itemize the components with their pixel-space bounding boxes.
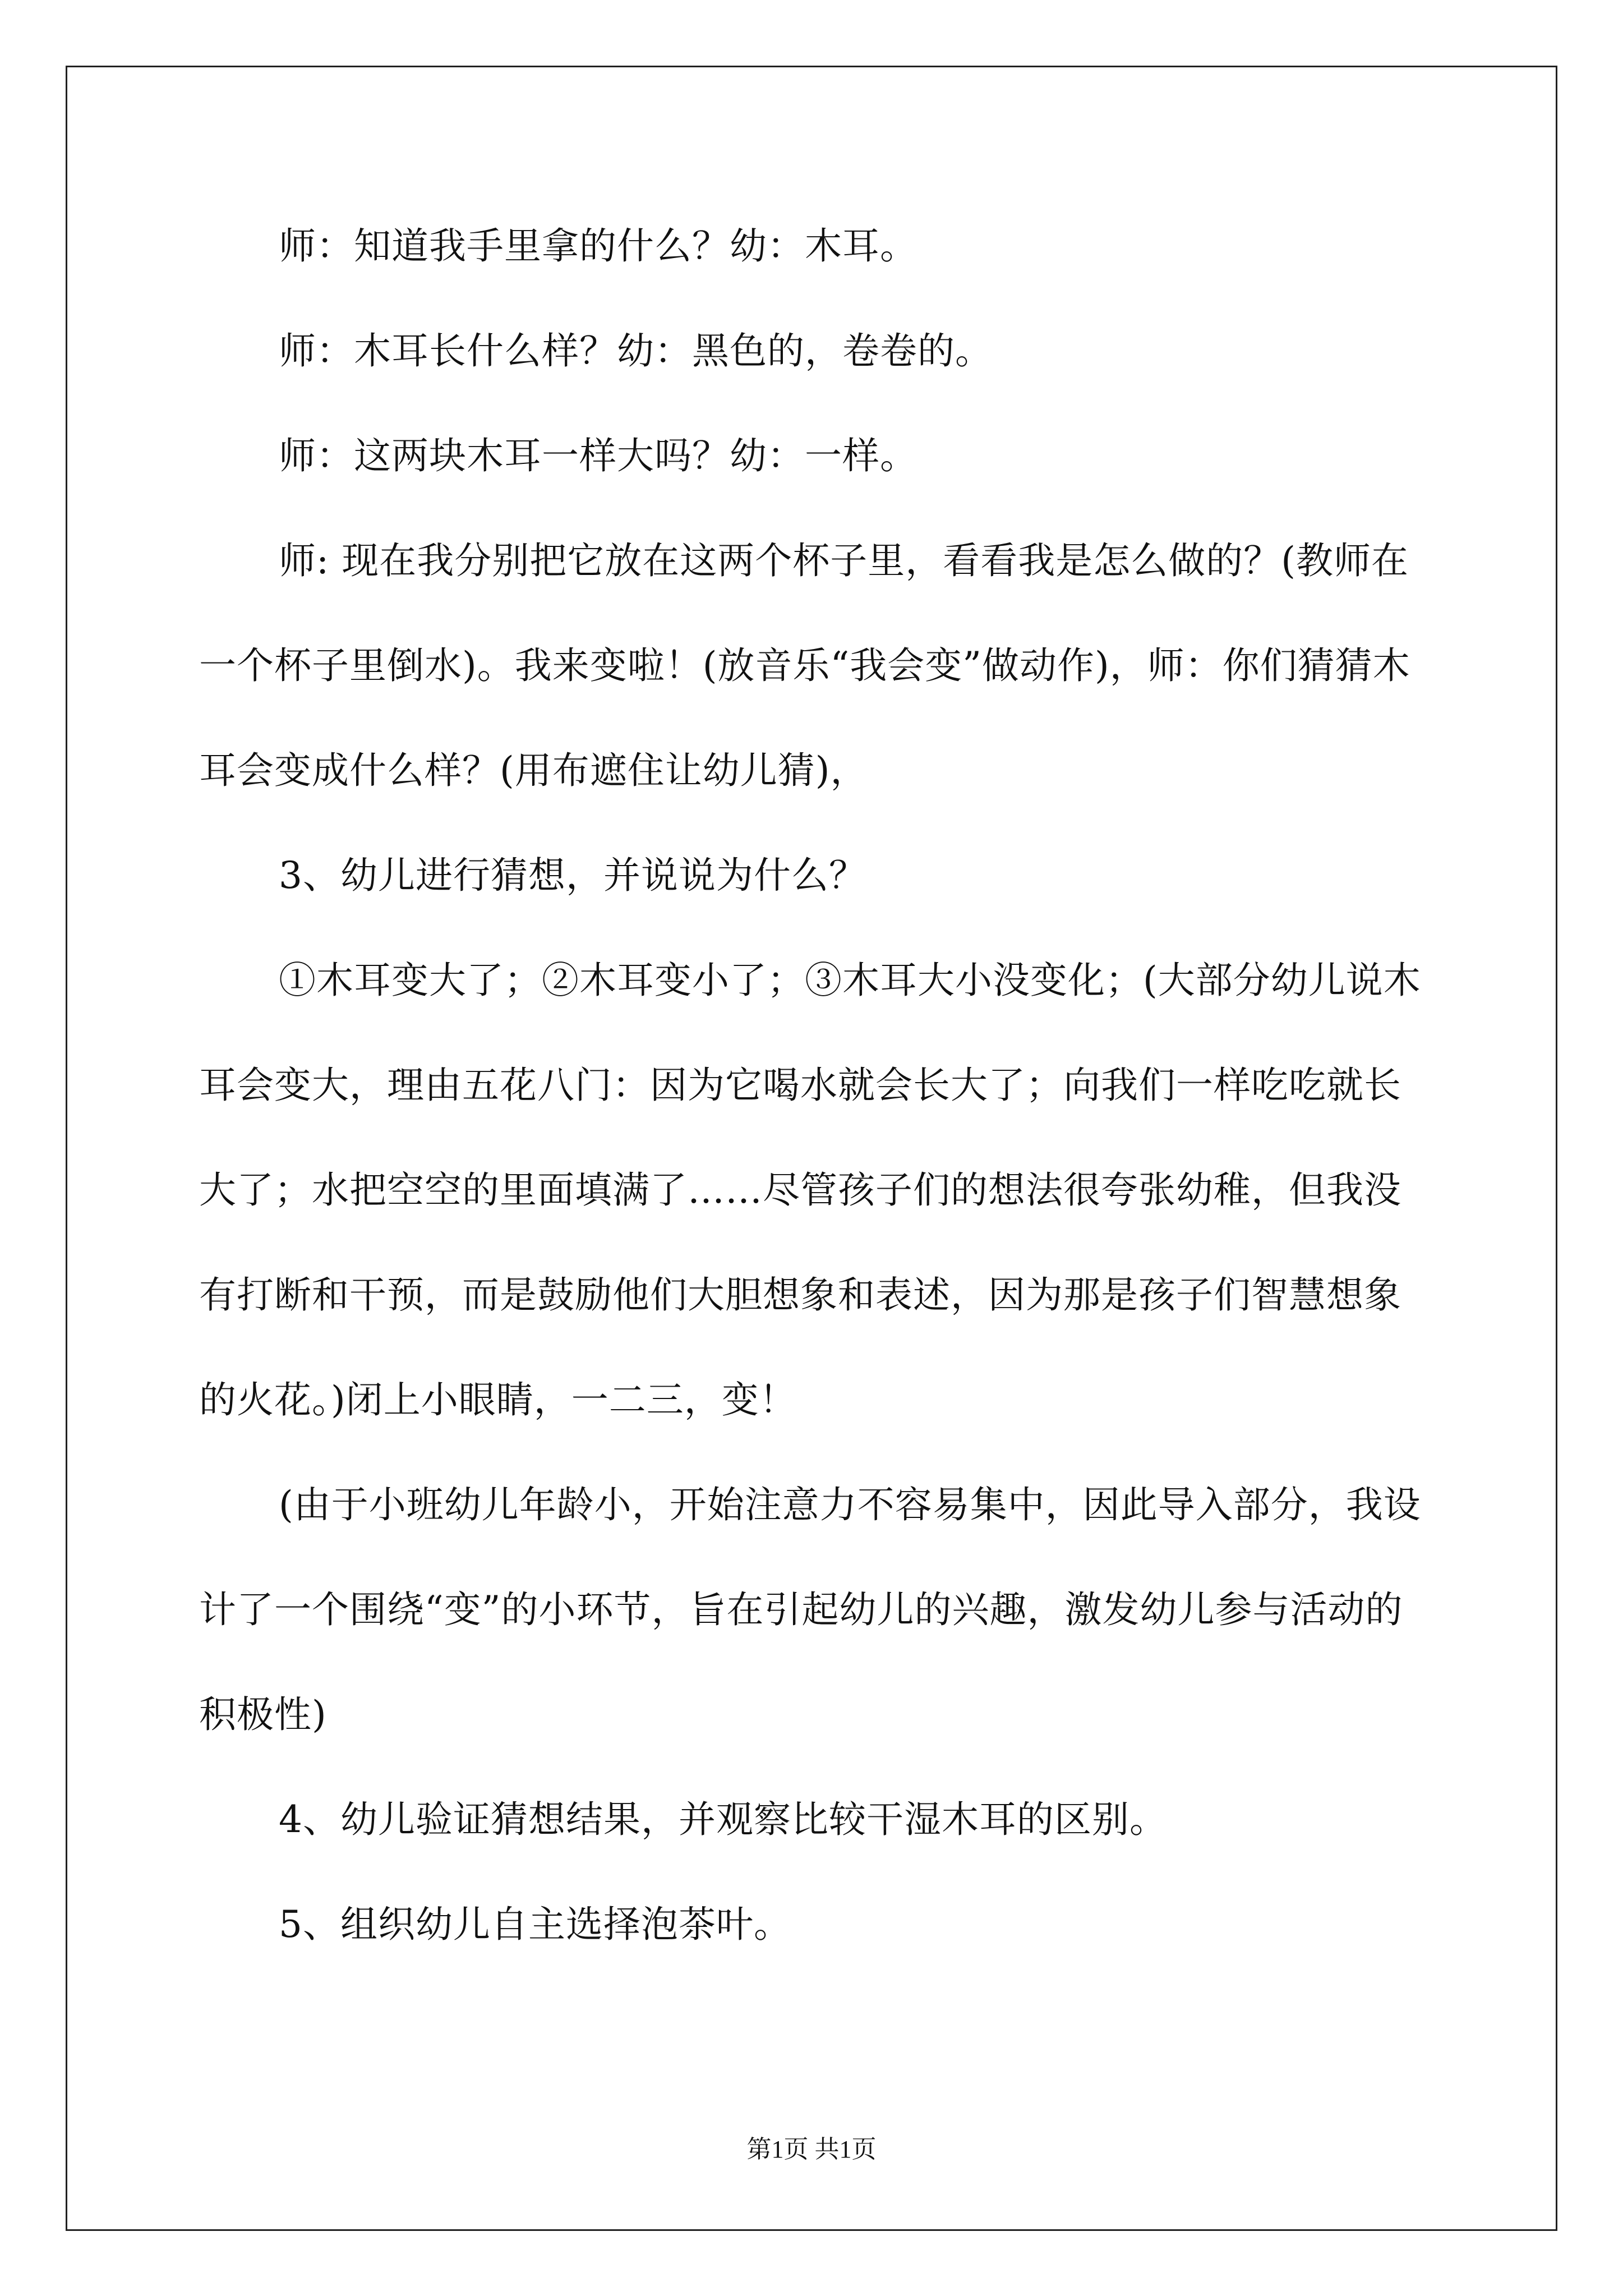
paragraph-design-note: (由于小班幼儿年龄小，开始注意力不容易集中，因此导入部分，我设计了一个围绕“变”的小环节，旨在引起幼儿的兴趣，激发幼儿参与活动的积极性)	[199, 1483, 1421, 1736]
paragraph-dialogue-3: 师：这两块木耳一样大吗？幼：一样。	[279, 434, 917, 477]
paragraph-step-3: 3、幼儿进行猜想，并说说为什么？	[279, 854, 866, 897]
paragraph-step-5: 5、组织幼儿自主选择泡茶叶。	[279, 1903, 791, 1946]
paragraph-guesses: ①木耳变大了；②木耳变小了；③木耳大小没变化；(大部分幼儿说木耳会变大，理由五花八门：因为它喝水就会长大了；向我们一样吃吃就长大了；水把空空的里面填满了……尽管孩子们的想法很夸张幼稚，但我没有打断和干预，而是鼓励他们大胆想象和表述，因为那是孩子们智慧想象的火花。)闭上小眼睛，一二三，变！	[199, 959, 1421, 1421]
paragraph-step-4: 4、幼儿验证猜想结果，并观察比较干湿木耳的区别。	[279, 1798, 1167, 1841]
paragraph-teacher-demo: 师: 现在我分别把它放在这两个杯子里，看看我是怎么做的？(教师在一个杯子里倒水)。我来变啦！(放音乐“我会变”做动作)，师：你们猜猜木耳会变成什么样？(用布遮住让幼儿猜)，	[199, 539, 1410, 792]
document-body	[199, 194, 1433, 1977]
paragraph-dialogue-2: 师：木耳长什么样？幼：黑色的，卷卷的。	[279, 329, 993, 372]
page-number: 第1页 共1页	[746, 2136, 877, 2163]
paragraph-dialogue-1: 师：知道我手里拿的什么？幼：木耳。	[279, 224, 917, 268]
